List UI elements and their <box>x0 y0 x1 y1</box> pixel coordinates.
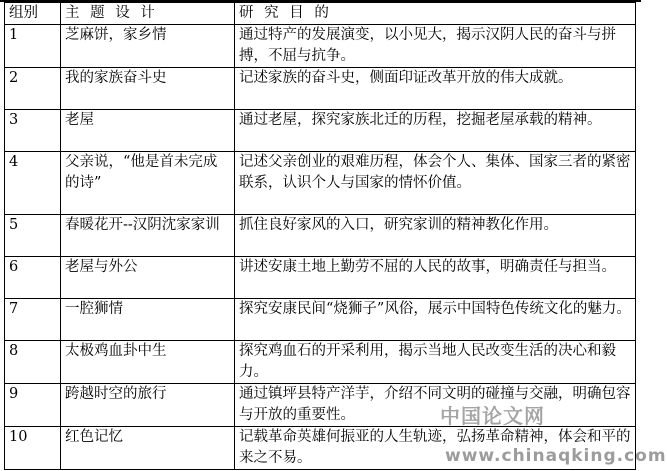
row-group: 3 <box>5 110 61 152</box>
table-row <box>5 152 636 215</box>
row-group: 10 <box>5 427 61 470</box>
row-theme: 一腔狮情 <box>61 299 235 341</box>
header-group: 组别 <box>5 3 61 25</box>
table-row <box>5 341 636 384</box>
row-group: 1 <box>5 25 61 68</box>
row-theme: 老屋与外公 <box>61 257 235 299</box>
watermark-url: www.chinaqking.com <box>445 446 667 466</box>
table-row <box>5 25 636 68</box>
row-theme: 红色记忆 <box>61 427 235 470</box>
row-group: 5 <box>5 215 61 257</box>
row-purpose: 通过特产的发展演变，以小见大，揭示汉阴人民的奋斗与拼搏，不屈与抗争。 <box>235 25 636 68</box>
table-row <box>5 215 636 257</box>
row-theme: 太极鸡血卦中生 <box>61 341 235 384</box>
row-theme: 我的家族奋斗史 <box>61 68 235 110</box>
table-header-row <box>5 3 636 25</box>
table-row <box>5 257 636 299</box>
table-row <box>5 68 636 110</box>
row-theme: 老屋 <box>61 110 235 152</box>
row-purpose: 探究安康民间“烧狮子”风俗，展示中国特色传统文化的魅力。 <box>235 299 636 341</box>
row-group: 8 <box>5 341 61 384</box>
row-theme: 跨越时空的旅行 <box>61 384 235 427</box>
row-purpose: 通过镇坪县特产洋芋，介绍不同文明的碰撞与交融，明确包容与开放的重要性。 <box>235 384 636 427</box>
row-group: 2 <box>5 68 61 110</box>
table-row <box>5 110 636 152</box>
row-theme: 芝麻饼，家乡情 <box>61 25 235 68</box>
row-purpose: 记载革命英雄何振亚的人生轨迹，弘扬革命精神，体会和平的来之不易。 <box>235 427 636 470</box>
watermark-site-name: 中国论文网 <box>440 404 545 428</box>
row-purpose: 讲述安康土地上勤劳不屈的人民的故事，明确责任与担当。 <box>235 257 636 299</box>
row-group: 4 <box>5 152 61 215</box>
row-group: 9 <box>5 384 61 427</box>
row-theme: 父亲说，“他是首未完成的诗” <box>61 152 235 215</box>
row-purpose: 记述父亲创业的艰难历程，体会个人、集体、国家三者的紧密联系，认识个人与国家的情怀价值。 <box>235 152 636 215</box>
row-purpose: 记述家族的奋斗史，侧面印证改革开放的伟大成就。 <box>235 68 636 110</box>
row-purpose: 探究鸡血石的开采利用，揭示当地人民改变生活的决心和毅力。 <box>235 341 636 384</box>
row-theme: 春暖花开--汉阴沈家家训 <box>61 215 235 257</box>
header-purpose: 研 究 目 的 <box>235 3 636 25</box>
header-theme: 主 题 设 计 <box>61 3 235 25</box>
row-group: 7 <box>5 299 61 341</box>
row-purpose: 抓住良好家风的入口，研究家训的精神教化作用。 <box>235 215 636 257</box>
row-group: 6 <box>5 257 61 299</box>
row-purpose: 通过老屋，探究家族北迁的历程，挖掘老屋承载的精神。 <box>235 110 636 152</box>
table-row <box>5 299 636 341</box>
